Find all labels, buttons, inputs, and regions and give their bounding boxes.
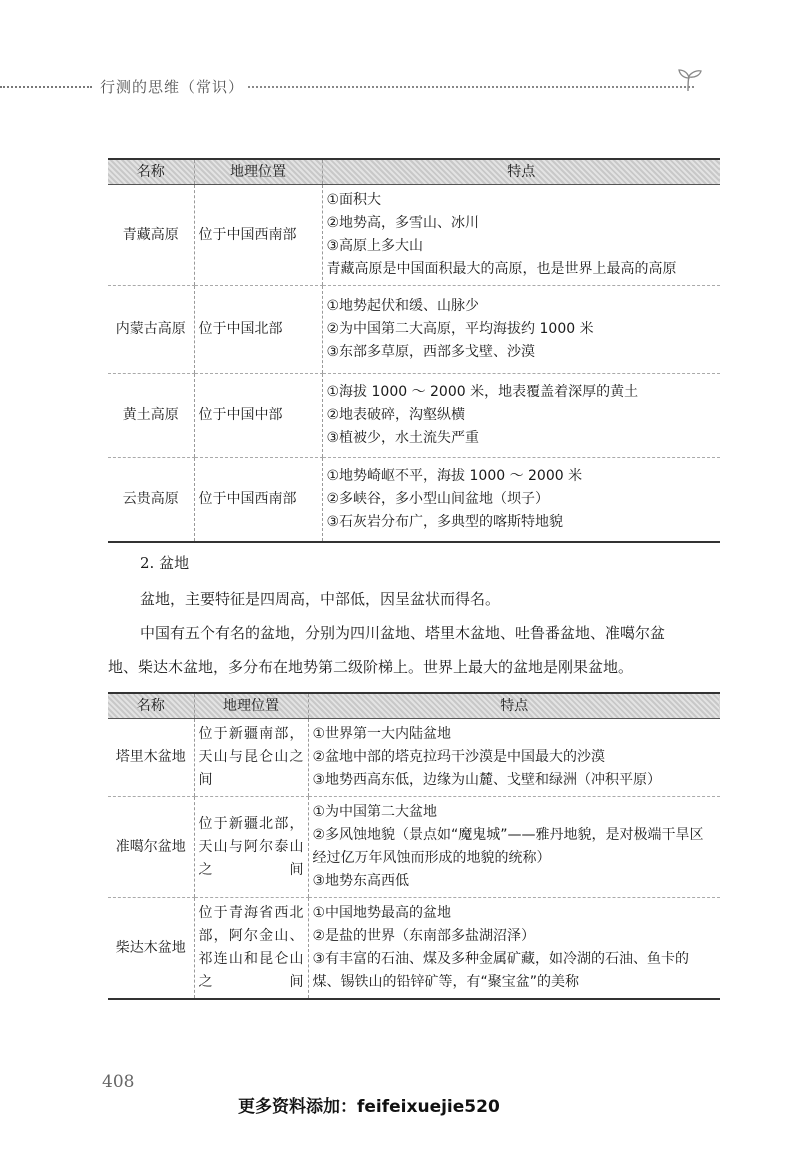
row-features <box>322 374 720 458</box>
feature-line: ②地表破碎，沟壑纵横 <box>326 407 466 423</box>
feature-line: ②地势高，多雪山、冰川 <box>326 215 480 231</box>
row-location: 位于新疆南部，天山与昆仑山之间 <box>194 719 308 797</box>
sprout-icon <box>674 66 704 92</box>
row-location: 位于青海省西北部，阿尔金山、祁连山和昆仑山之间 <box>194 898 308 1000</box>
header-rule-left <box>0 86 92 88</box>
row-features <box>322 185 720 286</box>
feature-line: ①世界第一大内陆盆地 <box>312 726 452 742</box>
table-row <box>108 374 720 458</box>
basins-table <box>108 692 720 1000</box>
feature-line: ③地势东高西低 <box>312 873 410 889</box>
feature-line: ②为中国第二大高原，平均海拔约 1000 米 <box>326 321 594 337</box>
header-name: 名称 <box>108 693 194 719</box>
paragraph-basins-line2: 地、柴达木盆地，多分布在地势第二级阶梯上。世界上最大的盆地是刚果盆地。 <box>108 658 634 676</box>
paragraph-basins-line1: 中国有五个有名的盆地，分别为四川盆地、塔里木盆地、吐鲁番盆地、准噶尔盆 <box>140 624 666 642</box>
feature-line: ①中国地势最高的盆地 <box>312 905 452 921</box>
feature-line: ②多风蚀地貌（景点如“魔鬼城”——雅丹地貌，是对极端干旱区经过亿万年风蚀而形成的地貌的统称） <box>312 827 704 866</box>
table-header-row <box>108 693 720 719</box>
feature-line: ①面积大 <box>326 192 382 208</box>
header-title: 行测的思维（常识） <box>100 78 245 96</box>
row-name: 内蒙古高原 <box>108 286 194 374</box>
plateaus-table <box>108 158 720 543</box>
header-name: 名称 <box>108 159 194 185</box>
page-header <box>0 66 800 106</box>
table-row <box>108 286 720 374</box>
feature-line: ①地势崎岖不平，海拔 1000 ～ 2000 米 <box>326 467 583 484</box>
table-row <box>108 898 720 1000</box>
footer-note: 更多资料添加：feifeixuejie520 <box>238 1097 500 1117</box>
table-row <box>108 185 720 286</box>
table-row <box>108 458 720 542</box>
table-header-row <box>108 159 720 185</box>
table-row <box>108 719 720 797</box>
header-location: 地理位置 <box>194 159 322 185</box>
row-name: 黄土高原 <box>108 374 194 458</box>
section-title: 2. 盆地 <box>140 554 190 572</box>
row-features <box>308 797 720 898</box>
row-name: 柴达木盆地 <box>108 898 194 1000</box>
feature-line: ③高原上多大山 <box>326 238 424 254</box>
feature-line: ①为中国第二大盆地 <box>312 804 438 820</box>
header-location: 地理位置 <box>194 693 308 719</box>
feature-line: ③有丰富的石油、煤及多种金属矿藏，如冷湖的石油、鱼卡的煤、锡铁山的铅锌矿等，有“聚宝盆”的美称 <box>312 951 690 990</box>
row-features <box>308 719 720 797</box>
row-name: 青藏高原 <box>108 185 194 286</box>
feature-line: ①海拔 1000 ～ 2000 米，地表覆盖着深厚的黄土 <box>326 384 639 400</box>
feature-line: ②盆地中部的塔克拉玛干沙漠是中国最大的沙漠 <box>312 749 606 765</box>
row-features <box>322 286 720 374</box>
row-name: 准噶尔盆地 <box>108 797 194 898</box>
row-location: 位于中国西南部 <box>194 185 322 286</box>
feature-line: ③东部多草原，西部多戈壁、沙漠 <box>326 344 536 360</box>
feature-line: ①地势起伏和缓、山脉少 <box>326 298 480 314</box>
row-location: 位于中国西南部 <box>194 458 322 542</box>
row-features <box>322 458 720 542</box>
header-features: 特点 <box>322 159 720 185</box>
paragraph-basin-definition: 盆地，主要特征是四周高，中部低，因呈盆状而得名。 <box>140 590 501 608</box>
row-name: 云贵高原 <box>108 458 194 542</box>
header-rule-right <box>248 86 694 88</box>
page-number: 408 <box>102 1072 135 1092</box>
row-features <box>308 898 720 1000</box>
feature-line: ②是盐的世界（东南部多盐湖沼泽） <box>312 928 536 944</box>
feature-line: 青藏高原是中国面积最大的高原，也是世界上最高的高原 <box>326 261 677 277</box>
row-name: 塔里木盆地 <box>108 719 194 797</box>
feature-line: ③石灰岩分布广，多典型的喀斯特地貌 <box>326 513 564 530</box>
feature-line: ③植被少，水土流失严重 <box>326 430 480 446</box>
table-row <box>108 797 720 898</box>
row-location: 位于中国中部 <box>194 374 322 458</box>
row-location: 位于新疆北部，天山与阿尔泰山之间 <box>194 797 308 898</box>
row-location: 位于中国北部 <box>194 286 322 374</box>
feature-line: ③地势西高东低，边缘为山麓、戈壁和绿洲（冲积平原） <box>312 772 662 788</box>
header-features: 特点 <box>308 693 720 719</box>
feature-line: ②多峡谷，多小型山间盆地（坝子） <box>326 490 550 507</box>
